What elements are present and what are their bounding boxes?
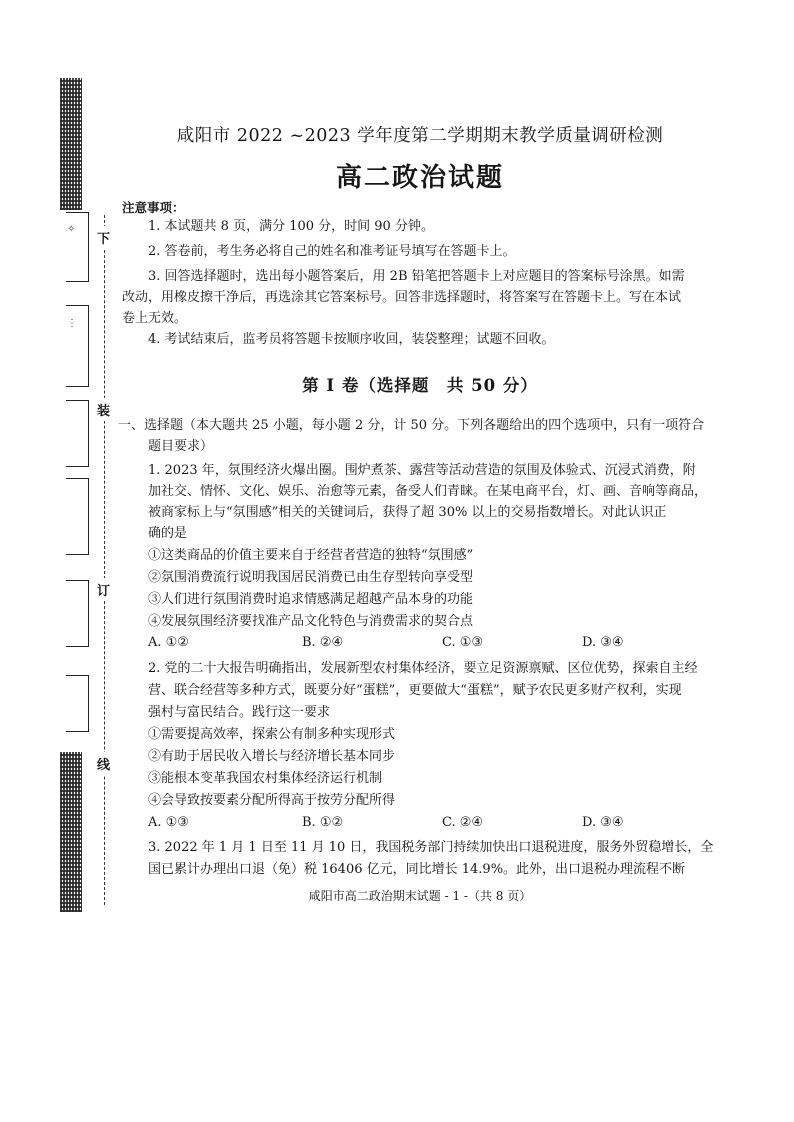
- info-box-bracket: [66, 212, 89, 282]
- answer-option: D. ③④: [582, 815, 624, 830]
- binding-label-zhuang: 装: [97, 398, 110, 421]
- info-box-bracket: [66, 478, 89, 555]
- question-stem: 营、联合经营等多种方式，既要分好“蛋糕”，更要做大“蛋糕”，赋予农民更多财产权利，实现: [148, 683, 682, 698]
- answer-option: B. ①②: [302, 815, 344, 830]
- question-statement: ①这类商品的价值主要来自于经营者营造的独特“氛围感”: [148, 548, 474, 563]
- question-statement: ④发展氛围经济要找准产品文化特色与消费需求的契合点: [148, 614, 474, 629]
- notice-item-continued: 改动，用橡皮擦干净后，再选涂其它答案标号。回答非选择题时，将答案写在答题卡上。写在本试: [122, 290, 682, 305]
- answer-option: D. ③④: [582, 635, 624, 650]
- margin-mark: ⋮: [67, 318, 77, 329]
- subject-title: 高二政治试题: [335, 163, 504, 193]
- section-instruction: 一、选择题（本大题共 25 小题，每小题 2 分，计 50 分。下列各题给出的四个选项中，只有一项符合: [118, 418, 705, 433]
- question-stem: 加社交、情怀、文化、娱乐、治愈等元素，备受人们青睐。在某电商平台，灯、画、音响等商品，: [148, 484, 708, 499]
- notice-item: 1. 本试题共 8 页，满分 100 分，时间 90 分钟。: [148, 219, 434, 234]
- notice-item: 3. 回答选择题时，选出每小题答案后，用 2B 铅笔把答题卡上对应题目的答案标号涂黑。如需: [148, 269, 685, 284]
- section-title: 第 Ⅰ 卷（选择题 共 50 分）: [302, 376, 538, 395]
- qr-code-top: [60, 78, 82, 210]
- answer-option: A. ①②: [148, 635, 189, 650]
- binding-margin: [0, 0, 130, 1122]
- question-statement: ④会导致按要素分配所得高于按劳分配所得: [148, 793, 396, 808]
- question-stem: 强村与富民结合。践行这一要求: [148, 705, 331, 720]
- question-statement: ③人们进行氛围消费时追求情感满足超越产品本身的功能: [148, 592, 474, 607]
- answer-option: B. ②④: [302, 635, 344, 650]
- margin-mark: ✧: [67, 224, 76, 235]
- qr-code-bottom: [60, 752, 82, 912]
- answer-option: C. ②④: [442, 815, 484, 830]
- binding-label-xian: 线: [97, 752, 110, 775]
- answer-option: C. ①③: [442, 635, 484, 650]
- info-box-bracket: [66, 580, 89, 647]
- question-stem: 确的是: [148, 526, 188, 541]
- binding-label-xia: 下: [97, 226, 110, 249]
- binding-dashed-line: [104, 215, 105, 905]
- section-instruction: 题目要求）: [148, 439, 214, 454]
- info-box-bracket: [66, 675, 89, 732]
- question-statement: ③能根本变革我国农村集体经济运行机制: [148, 771, 383, 786]
- question-stem: 国已累计办理出口退（免）税 16406 亿元，同比增长 14.9%。此外，出口退税办理流程不断: [148, 862, 686, 877]
- notice-heading: 注意事项：: [122, 200, 185, 215]
- notice-item: 4. 考试结束后，监考员将答题卡按顺序收回，装袋整理；试题不回收。: [148, 332, 555, 347]
- notice-item: 2. 答卷前，考生务必将自己的姓名和准考证号填写在答题卡上。: [148, 244, 516, 259]
- page-footer: 咸阳市高二政治期末试题 - 1 -（共 8 页）: [308, 889, 532, 903]
- question-stem: 2. 党的二十大报告明确指出，发展新型农村集体经济，要立足资源禀赋、区位优势，探索自主经: [148, 661, 698, 676]
- answer-option: A. ①③: [148, 815, 189, 830]
- notice-item-continued: 卷上无效。: [122, 311, 188, 326]
- binding-label-ding: 订: [97, 578, 110, 601]
- question-stem: 3. 2022 年 1 月 1 日至 11 月 10 日，我国税务部门持续加快出口退税进度，服务外贸稳增长，全: [148, 840, 714, 855]
- question-statement: ①需要提高效率，探索公有制多种实现形式: [148, 727, 396, 742]
- question-statement: ②氛围消费流行说明我国居民消费已由生存型转向享受型: [148, 570, 474, 585]
- question-stem: 1. 2023 年，氛围经济火爆出圈。围炉煮茶、露营等活动营造的氛围及体验式、沉浸式消费，附: [148, 463, 696, 478]
- question-stem: 被商家标上与“氛围感”相关的关键词后，获得了超 30% 以上的交易指数增长。对此认识正: [148, 505, 667, 520]
- question-statement: ②有助于居民收入增长与经济增长基本同步: [148, 749, 396, 764]
- info-box-bracket: [66, 400, 89, 467]
- exam-title: 咸阳市 2022 ~2023 学年度第二学期期末教学质量调研检测: [176, 126, 664, 146]
